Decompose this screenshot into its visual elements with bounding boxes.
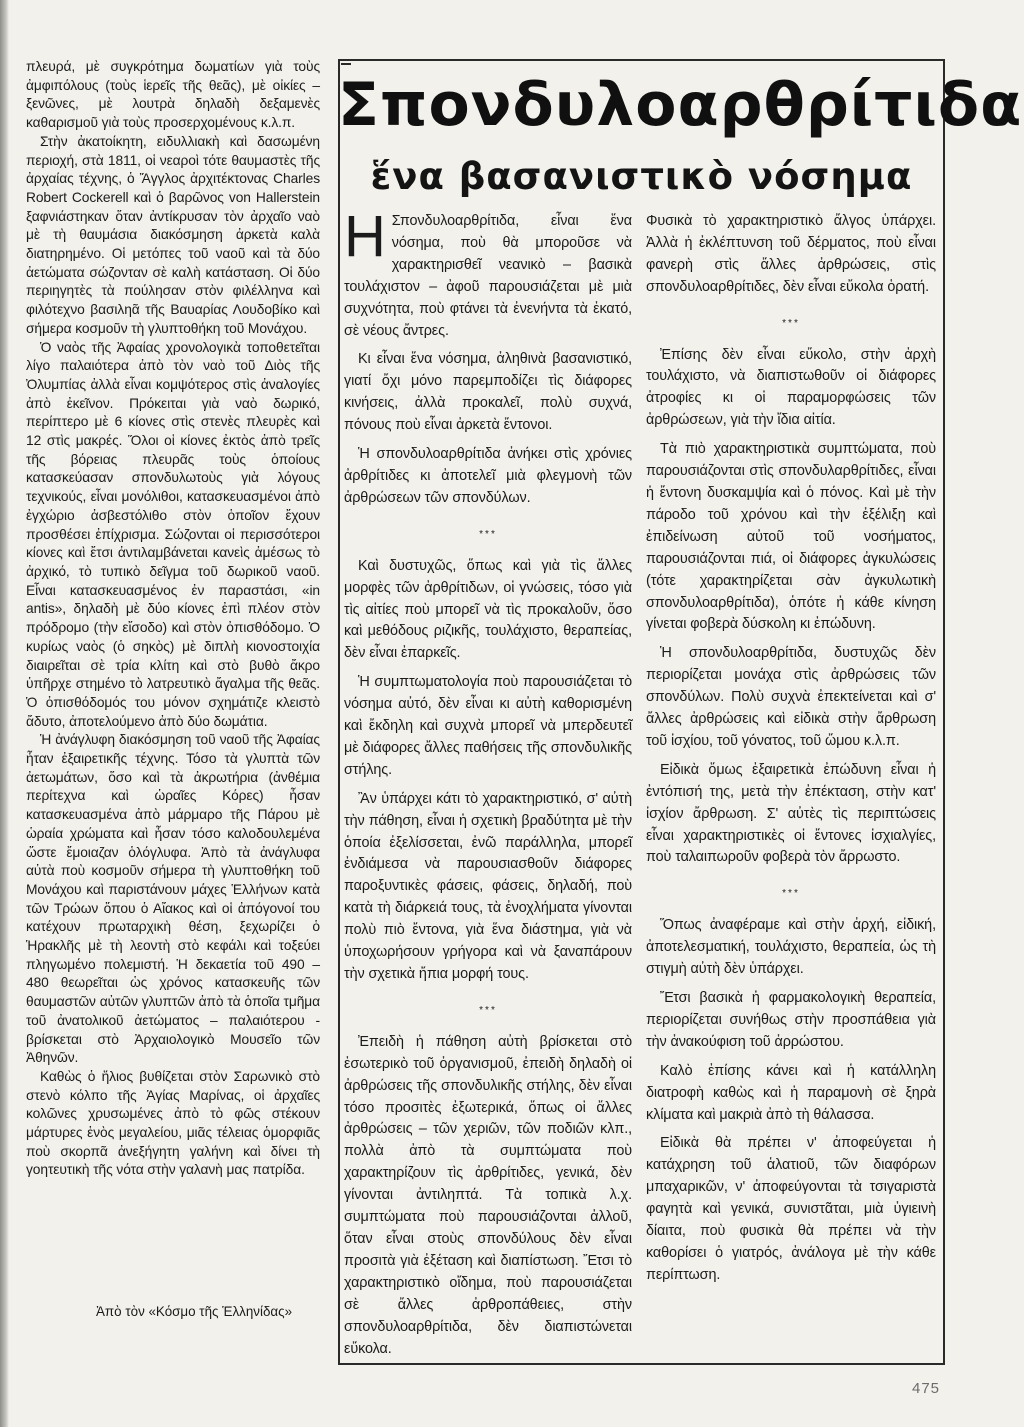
article-paragraph: Ἡ σπονδυλοαρθρίτιδα ἀνήκει στὶς χρόνιες ἀρθρίτιδες κι ἀποτελεῖ μιὰ φλεγμονὴ τῶν ἀρθρώσεων τῶν σπονδύλων. <box>344 446 632 506</box>
section-separator: *** <box>782 317 800 329</box>
source-credit: Ἀπὸ τὸν «Κόσμο τῆς Ἑλληνίδας» <box>96 1304 293 1319</box>
left-article-column <box>26 58 320 1180</box>
left-paragraph: Ὁ ναὸς τῆς Ἀφαίας χρονολογικὰ τοποθετεῖται λίγο παλαιότερα ἀπὸ τὸν ναὸ τοῦ Διὸς τῆς Ὀλυμπίας ἀλλὰ εἶναι κομψότερος στὶς ἀναλογίες ἀπὸ ἐκεῖνον. Πρόκειται γιὰ ναὸ δωρικό, περίπτερο μὲ 6 κίονες στὶς στενὲς πλευρὲς καὶ 12 στὶς μακρές. Ὅλοι οἱ κίονες ἐκτὸς ἀπὸ τρεῖς τῆς βόρειας πλευρᾶς τοὺς ὁποίους κατασκεύασαν σπονδυλωτοὺς γιὰ λόγους τεχνικούς, εἶναι μονόλιθοι, κατασκευασμένοι ἀπὸ ἐγχώριο ἀσβεστόλιθο στὸν ὁποῖον ἔχουν προσθέσει ἐπίχρισμα. Σώζονται οἱ περισσότεροι κίονες καὶ ἔτσι ἀντιλαμβάνεται κανεὶς ἀμέσως τὸ ἀρχικό, τὸ τυπικὸ δεῖγμα τοῦ δωρικοῦ ναοῦ. Εἶναι κατασκευασμένος ἐν παραστάσι, «in antis», δηλαδὴ μὲ δύο κίονες ἐπὶ πλέον στὸν πρόδρομο (τὴν εἴσοδο) καὶ στὸν ὀπισθόδομο. Ὁ κυρίως ναὸς (ὁ σηκὸς) μὲ διπλὴ κιονοστοιχία διαιρεῖται σὲ τρία κλίτη καὶ στὸ βυθὸ ἄκρο ὑπῆρχε στημένο τὸ λατρευτικὸ ἄγαλμα τῆς θεᾶς. Ὁ ὀπισθόδομός του μόνον σχημάτιζε κλειστὸ ἄδυτο, ἀποτελούμενο ἀπὸ δύο δωμάτια. <box>26 339 320 729</box>
article-paragraph: Καλὸ ἐπίσης κάνει καὶ ἡ κατάλληλη διατροφὴ καθὼς καὶ ἡ παραμονὴ σὲ ξηρὰ κλίματα καὶ μακριὰ ἀπὸ τὴ θάλασσα. <box>646 1062 936 1123</box>
article-subtitle: ἕνα βασανιστικὸ νόσημα <box>370 155 913 198</box>
left-paragraph: πλευρά, μὲ συγκρότημα δωματίων γιὰ τοὺς ἀμφιπόλους (τοὺς ἱερεῖς τῆς θεᾶς), μὲ οἰκίες – ξενῶνες, μὲ λουτρὰ δηλαδὴ δεξαμενὲς καθαρισμοῦ γιὰ τοὺς προσερχομένους κ.λ.π. <box>26 59 320 131</box>
article-title: Σπονδυλοαρθρίτιδα <box>338 70 1023 140</box>
section-separator: *** <box>479 528 497 540</box>
article-paragraph: Καὶ δυστυχῶς, ὅπως καὶ γιὰ τὶς ἄλλες μορφὲς τῶν ἀρθρίτιδων, οἱ γνώσεις, τόσο γιὰ τὶς αἰτίες ποὺ μπορεῖ νὰ τὶς προκαλοῦν, ὅσο καὶ μεθόδους ριζικῆς, τουλάχιστο, θεραπείας, δὲν εἶναι ἐπαρκεῖς. <box>344 557 632 662</box>
page-number: 475 <box>912 1380 941 1397</box>
frame-corner-mark <box>341 63 351 65</box>
article-paragraph: Τὰ πιὸ χαρακτηριστικὰ συμπτώματα, ποὺ παρουσιάζονται στὶς σπονδυλαρθρίτιδες, εἶναι ἡ ἔντονη δυσκαμψία καὶ ὁ πόνος. Καὶ μὲ τὴν πάροδο τοῦ χρόνου καὶ τὴν ἐξέλιξη καὶ ἐπιδείνωση αὐτοῦ τοῦ νοσήματος, παρουσιάζονται πιά, οἱ διάφορες ἀγκυλώσεις (τότε χαρακτηρίζεται σὰν ἀγκυλωτικὴ σπονδυλοαρθρίτιδα), ὁπότε ἡ κάθε κίνηση γίνεται φοβερὰ δύσκολη κι ἐπώδυνη. <box>646 441 936 633</box>
article-middle-column <box>344 204 632 1367</box>
left-paragraph: Ἡ ἀνάγλυφη διακόσμηση τοῦ ναοῦ τῆς Ἀφαίας ἦταν ἐξαιρετικῆς τέχνης. Τόσο τὰ γλυπτὰ τῶν ἀετωμάτων, ὅσο καὶ τὰ ἀκρωτήρια (ἀνθέμια περίτεχνα καὶ ὡραῖες Κόρες) ἦσαν κατασκευασμένα ἀπὸ μάρμαρο τῆς Πάρου μὲ ὡραία χρώματα καὶ ἦσαν τόσο καλοδουλεμένα ὥστε ἔμοιαζαν ὁλόγλυφα. Ἀπὸ τὰ ἀνάγλυφα αὐτὰ ποὺ κοσμοῦν σήμερα τὴ γλυπτοθήκη τοῦ Μονάχου καὶ παριστάνουν μάχες Ἑλλήνων κατὰ τῶν Τρώων ὅπου ὁ Αἴακος καὶ οἱ ἀπόγονοί του κατέχουν πρωταρχικὴ θέση, ξεχωρίζει ὁ Ἡρακλῆς μὲ τὴ λεοντὴ στὸ κεφάλι καὶ τοξεύει πληγωμένο πολεμιστή. Ἡ δεκαετία τοῦ 490 – 480 θεωρεῖται ὡς χρόνος κατασκευῆς τῶν θαυμαστῶν αὐτῶν γλυπτῶν ἀπὸ τὰ ὁποῖα τμῆμα τοῦ ἀνατολικοῦ ἀετώματος – παλαιότερου - βρίσκεται στὸ Ἀρχαιολογικὸ Μουσεῖο τῶν Ἀθηνῶν. <box>26 732 320 1066</box>
article-paragraph: Ὅπως ἀναφέραμε καὶ στὴν ἀρχή, εἰδική, ἀποτελεσματική, τουλάχιστο, θεραπεία, ὡς τὴ στιγμὴ αὐτὴ δὲν ὑπάρχει. <box>646 917 936 978</box>
article-paragraph: Φυσικὰ τὸ χαρακτηριστικὸ ἄλγος ὑπάρχει. Ἀλλὰ ἡ ἐκλέπτυνση τοῦ δέρματος, ποὺ εἶναι φανερὴ στὶς ἄλλες ἀρθρώσεις, στὶς σπονδυλοαρθρίτιδες, δὲν εἶναι εὔκολα ὁρατή. <box>646 213 936 295</box>
article-paragraph: Ἔτσι βασικὰ ἡ φαρμακολογικὴ θεραπεία, περιορίζεται συνήθως στὴν προσπάθεια γιὰ τὴν ἀνακούφιση τοῦ ἀρρώστου. <box>646 990 936 1050</box>
article-paragraph: Ἐπίσης δὲν εἶναι εὔκολο, στὴν ἀρχὴ τουλάχιστο, νὰ διαπιστωθοῦν οἱ διάφορες ἀτροφίες κι οἱ παραμορφώσεις τῶν ἀρθρώσεων, γιὰ τὴν ἴδια αἰτία. <box>646 346 936 429</box>
article-paragraph: Ἡ συμπτωματολογία ποὺ παρουσιάζεται τὸ νόσημα αὐτό, δὲν εἶναι κι αὐτὴ καθορισμένη καὶ ἔκδηλη καὶ συχνὰ μπορεῖ νὰ μπερδευτεῖ μὲ διάφορες ἄλλες παθήσεις τῆς σπονδυλικῆς στήλης. <box>344 674 632 778</box>
article-paragraph: Κι εἶναι ἕνα νόσημα, ἀληθινὰ βασανιστικό, γιατί ὄχι μόνο παρεμποδίζει τὶς διάφορες κινήσεις, ἀλλὰ προκαλεῖ, πολὺ συχνά, πόνους ποὺ εἶναι ἀρκετὰ ἔντονοι. <box>344 351 632 434</box>
article-paragraph: Ἐπειδὴ ἡ πάθηση αὐτὴ βρίσκεται στὸ ἐσωτερικὸ τοῦ ὀργανισμοῦ, ἐπειδὴ δηλαδὴ οἱ ἀρθρώσεις τῆς σπονδυλικῆς στήλης, δὲν εἶναι τόσο προσιτὲς ἐξωτερικά, ὅπως οἱ ἄλλες ἀρθρώσεις – τῶν χεριῶν, τῶν ποδιῶν κλπ., πολλὰ ἀπὸ τὰ συμπτώματα ποὺ χαρακτηρίζουν τὶς ἀρθρίτιδες, γενικά, δὲν γίνονται ἀντιληπτά. Τὰ τοπικὰ λ.χ. συμπτώματα ποὺ παρουσιάζονται ἀλλοῦ, ὅταν εἶναι στοὺς σπονδύλους δὲν εἶναι προσιτὰ γιὰ ἐξέταση καὶ διαπίστωση. Ἔτσι τὸ χαρακτηριστικὸ οἴδημα, ποὺ παρουσιάζεται σὲ ἄλλες ἀρθροπάθειες, στὴν σπονδυλοαρθρίτιδα, δὲν διαπιστώνεται εὔκολα. <box>344 1033 632 1357</box>
article-right-column <box>646 211 936 1294</box>
drop-cap: Η <box>344 204 386 269</box>
section-separator: *** <box>479 1004 497 1016</box>
left-paragraph: Καθὼς ὁ ἥλιος βυθίζεται στὸν Σαρωνικὸ στὸ στενὸ κόλπο τῆς Ἁγίας Μαρίνας, οἱ ἀρχαῖες κολῶνες χρυσωμένες ἀπὸ τὸ φῶς στέκουν μάρτυρες ἑνὸς μεγαλείου, μιᾶς τέλειας ὁμορφιᾶς ποὺ σκορπᾶ ἀνεξήγητη γαλήνη καὶ δίνει τὴ γοητευτικὴ τῆς νότα στὴν γαλανὴ μας πατρίδα. <box>26 1068 320 1178</box>
page-binding-edge <box>0 0 9 1427</box>
article-paragraph: Η Σπονδυλοαρθρίτιδα, εἶναι ἕνα νόσημα, ποὺ θὰ μποροῦσε νὰ χαρακτηρισθεῖ νεανικὸ – βασικὰ τουλάχιστον – ἀφοῦ παρουσιάζεται μὲ μιὰ συχνότητα, ποὺ φτάνει τὰ ἐνενήντα τὰ ἑκατό, σὲ νέους ἄντρες. <box>344 204 632 339</box>
article-paragraph: Εἰδικὰ ὅμως ἐξαιρετικὰ ἐπώδυνη εἶναι ἡ ἐντόπισή της, μετὰ τὴν ἐπέκταση, στὴν κατ' ἰσχίον ἄρθρωση. Σ' αὐτὲς τὶς περιπτώσεις εἶναι χαρακτηριστικὲς οἱ ἔντονες ἰσχιαλγίες, ποὺ ταλαιπωροῦν φοβερὰ τὸν ἄρρωστο. <box>646 761 936 866</box>
article-paragraph: Ἂν ὑπάρχει κάτι τὸ χαρακτηριστικό, σ' αὐτὴ τὴν πάθηση, εἶναι ἡ σχετικὴ βραδύτητα μὲ τὴν ὁποία ἐξελίσσεται, ἐνῶ παράλληλα, μπορεῖ ἐνδιάμεσα νὰ παρουσιασθοῦν διάφορες παροξυντικὲς φάσεις, φάσεις, δηλαδή, ποὺ κατὰ τὴ διάρκειά τους, τὰ ἐνοχλήματα γίνονται πολὺ πιὸ ἔντονα, γιὰ ἕνα διάστημα, γιὰ νὰ ὑποχωρήσουν γρήγορα καὶ νὰ ξαναπάρουν τὴν σχετικὰ ἤπια μορφή τους. <box>344 790 632 982</box>
article-paragraph: Εἰδικὰ θὰ πρέπει ν' ἀποφεύγεται ἡ κατάχρηση τοῦ ἁλατιοῦ, τῶν διαφόρων μπαχαρικῶν, ν' ἀποφεύγονται τὰ τσιγαριστὰ φαγητὰ καὶ γενικά, συνιστᾶται, μιὰ ὑγιεινὴ δίαιτα, ποὺ φυσικὰ θὰ πρέπει νὰ τὴν καθορίσει ὁ γιατρός, ἀνάλογα μὲ τὴν κάθε περίπτωση. <box>646 1135 936 1283</box>
left-paragraph: Στὴν ἀκατοίκητη, ειδυλλιακὴ καὶ δασωμένη περιοχή, στὰ 1811, οἱ νεαροὶ τότε θαυμαστὲς τῆς ἀρχαίας τέχνης, ὁ Ἄγγλος ἀρχιτέκτονας Charles Robert Cockerell καὶ ὁ βαρῶνος von Hallerstein ξαφνιάστηκαν ὅταν ἀντίκρυσαν τὸν ἀρχαῖο ναὸ μὲ τὴ θαυμάσια διακόσμηση ἀρκετὰ καλὰ διατηρημένο. Οἱ μετόπες τοῦ ναοῦ καὶ τὰ δύο ἀετώματα σώζονταν σὲ καλὴ κατάσταση. Οἱ δύο περιηγητὲς τὰ πούλησαν στὸν φιλέλληνα καὶ φιλότεχνο βασιληᾶ τῆς Βαυαρίας Λουδοβίκο καὶ σήμερα κοσμοῦν τὴ γλυπτοθήκη τοῦ Μονάχου. <box>26 133 320 336</box>
section-separator: *** <box>782 888 800 900</box>
article-paragraph: Ἡ σπονδυλοαρθρίτιδα, δυστυχῶς δὲν περιορίζεται μονάχα στὶς ἀρθρώσεις τῶν σπονδύλων. Πολὺ συχνὰ ἐπεκτείνεται καὶ σ' ἄλλες ἀρθρώσεις καὶ εἰδικὰ στὴν ἄρθρωση τοῦ ἰσχίου, τοῦ γόνατος, τοῦ ὤμου κ.λ.π. <box>646 645 936 749</box>
